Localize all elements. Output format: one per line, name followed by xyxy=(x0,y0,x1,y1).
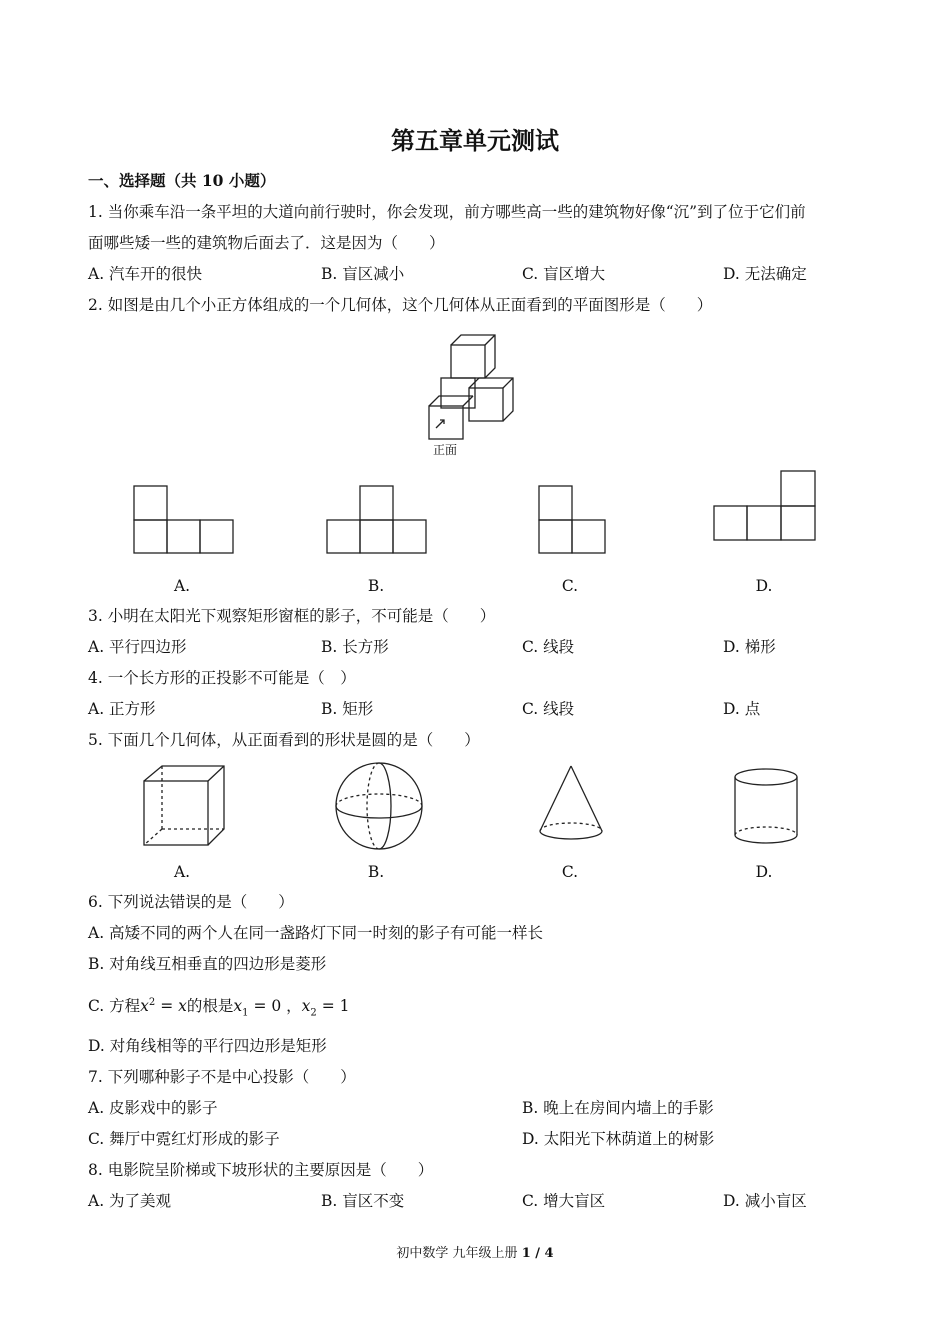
q3-option-b: B. 长方形 xyxy=(321,638,389,656)
q2-label-d: D. xyxy=(755,577,773,595)
q6-option-c-x2: x xyxy=(301,997,311,1016)
q6-option-c-var: x xyxy=(140,997,149,1016)
q2-option-a-figure xyxy=(132,484,236,556)
q8-option-c: C. 增大盲区 xyxy=(522,1192,606,1210)
page-number: 1 / 4 xyxy=(521,1246,554,1261)
q5-label-b: B. xyxy=(367,863,385,881)
q2-solid-figure xyxy=(424,330,524,460)
q1-stem-line2: 面哪些矮一些的建筑物后面去了．这是因为（ ） xyxy=(88,234,445,252)
q6-option-c-v2: = 1 xyxy=(316,997,350,1016)
q5-label-d: D. xyxy=(755,863,773,881)
q2-label-c: C. xyxy=(561,577,579,595)
q2-front-label: 正面 xyxy=(433,443,458,457)
q1-option-d: D. 无法确定 xyxy=(723,265,807,283)
q4-option-a: A. 正方形 xyxy=(88,700,156,718)
q4-option-d: D. 点 xyxy=(723,700,761,718)
q6-option-c-sub1: 1 xyxy=(242,1007,249,1019)
footer-text: 初中数学 九年级上册 xyxy=(396,1246,522,1261)
q5-label-a: A. xyxy=(173,863,191,881)
q6-option-c-v1: = 0 ， xyxy=(248,997,302,1016)
q5-cylinder-figure xyxy=(731,765,801,849)
q3-option-c: C. 线段 xyxy=(522,638,575,656)
q5-cone-figure xyxy=(536,763,606,849)
q3-option-a: A. 平行四边形 xyxy=(88,638,187,656)
q2-label-a: A. xyxy=(173,577,191,595)
q4-option-b: B. 矩形 xyxy=(321,700,374,718)
q6-option-d: D. 对角线相等的平行四边形是矩形 xyxy=(88,1037,327,1055)
q5-cube-figure xyxy=(140,763,228,849)
q6-option-c xyxy=(88,993,350,1023)
q1-stem-line1: 1. 当你乘车沿一条平坦的大道向前行驶时，你会发现，前方哪些高一些的建筑物好像“沉”到了位于它们前 xyxy=(88,203,806,221)
q3-option-d: D. 梯形 xyxy=(723,638,776,656)
q6-option-c-eq: = xyxy=(155,997,179,1016)
section-heading: 一、选择题（共 10 小题） xyxy=(88,171,276,190)
q8-option-a: A. 为了美观 xyxy=(88,1192,172,1210)
q3-stem: 3. 小明在太阳光下观察矩形窗框的影子，不可能是（ ） xyxy=(88,607,496,625)
q7-option-a: A. 皮影戏中的影子 xyxy=(88,1099,218,1117)
q2-stem: 2. 如图是由几个小正方体组成的一个几何体，这个几何体从正面看到的平面图形是（ ） xyxy=(88,296,713,314)
q6-option-c-sub2: 2 xyxy=(310,1007,317,1019)
q8-option-d: D. 减小盲区 xyxy=(723,1192,807,1210)
q2-option-d-figure xyxy=(712,469,818,543)
q5-sphere-figure xyxy=(333,760,425,852)
page-title: 第五章单元测试 xyxy=(391,126,559,155)
q6-option-c-mid: 的根是 xyxy=(186,997,234,1016)
q7-stem: 7. 下列哪种影子不是中心投影（ ） xyxy=(88,1068,356,1086)
q6-option-a: A. 高矮不同的两个人在同一盏路灯下同一时刻的影子有可能一样长 xyxy=(88,924,544,942)
q6-option-c-exp: 2 xyxy=(148,997,156,1008)
q7-option-b: B. 晚上在房间内墙上的手影 xyxy=(522,1099,714,1117)
q7-option-d: D. 太阳光下林荫道上的树影 xyxy=(522,1130,715,1148)
q2-label-b: B. xyxy=(367,577,385,595)
q6-option-c-x1: x xyxy=(233,997,243,1016)
q6-stem: 6. 下列说法错误的是（ ） xyxy=(88,893,294,911)
q2-option-c-figure xyxy=(537,484,609,556)
q5-stem: 5. 下面几个几何体，从正面看到的形状是圆的是（ ） xyxy=(88,731,480,749)
q6-option-c-prefix: C. 方程 xyxy=(88,997,141,1016)
q1-option-c: C. 盲区增大 xyxy=(522,265,606,283)
q7-option-c: C. 舞厅中霓红灯形成的影子 xyxy=(88,1130,280,1148)
q2-option-b-figure xyxy=(325,484,429,556)
q1-option-a: A. 汽车开的很快 xyxy=(88,265,203,283)
q6-option-c-var2: x xyxy=(178,997,187,1016)
q8-stem: 8. 电影院呈阶梯或下坡形状的主要原因是（ ） xyxy=(88,1161,434,1179)
q6-option-b: B. 对角线互相垂直的四边形是菱形 xyxy=(88,955,327,973)
q8-option-b: B. 盲区不变 xyxy=(321,1192,405,1210)
q5-label-c: C. xyxy=(561,863,579,881)
q4-option-c: C. 线段 xyxy=(522,700,575,718)
q1-option-b: B. 盲区减小 xyxy=(321,265,405,283)
q4-stem: 4. 一个长方形的正投影不可能是（ ） xyxy=(88,669,356,687)
page-footer xyxy=(0,1245,950,1263)
